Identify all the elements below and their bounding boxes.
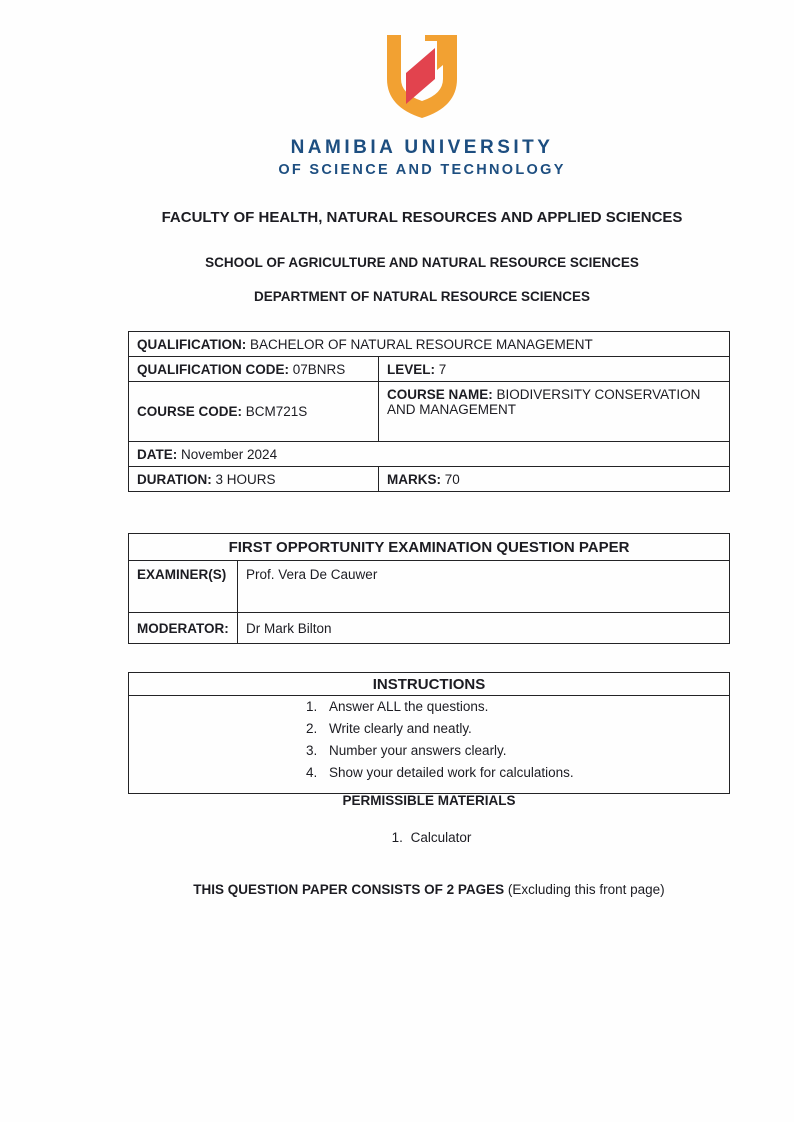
department-heading: DEPARTMENT OF NATURAL RESOURCE SCIENCES bbox=[253, 289, 591, 304]
exam-paper-title: FIRST OPPORTUNITY EXAMINATION QUESTION PAPER bbox=[129, 534, 730, 561]
table-row bbox=[129, 332, 730, 357]
exam-paper-table bbox=[128, 533, 730, 644]
instructions-table bbox=[128, 672, 730, 794]
instructions-list bbox=[297, 699, 721, 782]
materials-list bbox=[387, 830, 472, 845]
instruction-item: 2. Write clearly and neatly. bbox=[321, 721, 721, 738]
duration-cell bbox=[129, 467, 379, 492]
duration-label: DURATION: bbox=[137, 471, 212, 487]
university-name-line2: OF SCIENCE AND TECHNOLOGY bbox=[278, 162, 566, 178]
school-heading: SCHOOL OF AGRICULTURE AND NATURAL RESOURCE SCIENCES bbox=[205, 255, 639, 270]
page-count-normal: (Excluding this front page) bbox=[504, 882, 665, 897]
course-name-cell bbox=[379, 382, 730, 442]
qualification-code-label: QUALIFICATION CODE: bbox=[137, 361, 289, 377]
date-cell bbox=[129, 442, 730, 467]
level-label: LEVEL: bbox=[387, 361, 436, 377]
marks-label: MARKS: bbox=[387, 471, 441, 487]
instruction-item: 1. Answer ALL the questions. bbox=[321, 699, 721, 716]
table-row bbox=[129, 467, 730, 492]
course-code-cell bbox=[129, 382, 379, 442]
page-count-bold: THIS QUESTION PAPER CONSISTS OF 2 PAGES bbox=[193, 882, 505, 897]
instruction-item: 4. Show your detailed work for calculations. bbox=[321, 765, 721, 782]
table-row bbox=[129, 696, 730, 794]
university-name: NAMIBIA UNIVERSITY bbox=[290, 137, 554, 158]
qualification-code-cell bbox=[129, 357, 379, 382]
instruction-item: 3. Number your answers clearly. bbox=[321, 743, 721, 760]
moderator-label: MODERATOR: bbox=[129, 613, 238, 644]
nust-shield-logo-icon bbox=[381, 34, 463, 124]
instructions-body bbox=[129, 696, 730, 794]
level-value: 7 bbox=[438, 361, 447, 377]
qualification-cell bbox=[129, 332, 730, 357]
marks-value: 70 bbox=[444, 471, 460, 487]
marks-cell bbox=[379, 467, 730, 492]
red-ribbon bbox=[406, 48, 435, 104]
qualification-code-value: 07BNRS bbox=[292, 361, 346, 377]
table-row bbox=[129, 382, 730, 442]
course-info-table bbox=[128, 331, 730, 492]
examiner-value: Prof. Vera De Cauwer bbox=[238, 561, 730, 613]
course-name-value: BIODIVERSITY CONSERVATION AND MANAGEMENT bbox=[387, 387, 701, 417]
table-row bbox=[129, 561, 730, 613]
duration-value: 3 HOURS bbox=[215, 471, 276, 487]
instructions-title: INSTRUCTIONS bbox=[129, 673, 730, 696]
page-count-note bbox=[128, 882, 730, 897]
permissible-materials-title: PERMISSIBLE MATERIALS bbox=[342, 793, 516, 808]
faculty-heading: FACULTY OF HEALTH, NATURAL RESOURCES AND APPLIED SCIENCES bbox=[161, 209, 683, 226]
course-name-label: COURSE NAME: bbox=[387, 387, 493, 402]
course-code-label: COURSE CODE: bbox=[137, 404, 243, 419]
table-row bbox=[129, 357, 730, 382]
date-label: DATE: bbox=[137, 446, 178, 462]
material-item: 1. Calculator bbox=[407, 830, 472, 845]
qualification-label: QUALIFICATION: bbox=[137, 336, 247, 352]
date-value: November 2024 bbox=[181, 446, 278, 462]
university-header bbox=[121, 34, 723, 178]
qualification-value: BACHELOR OF NATURAL RESOURCE MANAGEMENT bbox=[250, 336, 593, 352]
table-row bbox=[129, 613, 730, 644]
level-cell bbox=[379, 357, 730, 382]
moderator-value: Dr Mark Bilton bbox=[238, 613, 730, 644]
course-code-value: BCM721S bbox=[245, 404, 308, 419]
table-row bbox=[129, 534, 730, 561]
table-row bbox=[129, 673, 730, 696]
table-row bbox=[129, 442, 730, 467]
examiner-label: EXAMINER(S) bbox=[129, 561, 238, 613]
permissible-materials bbox=[128, 830, 730, 845]
